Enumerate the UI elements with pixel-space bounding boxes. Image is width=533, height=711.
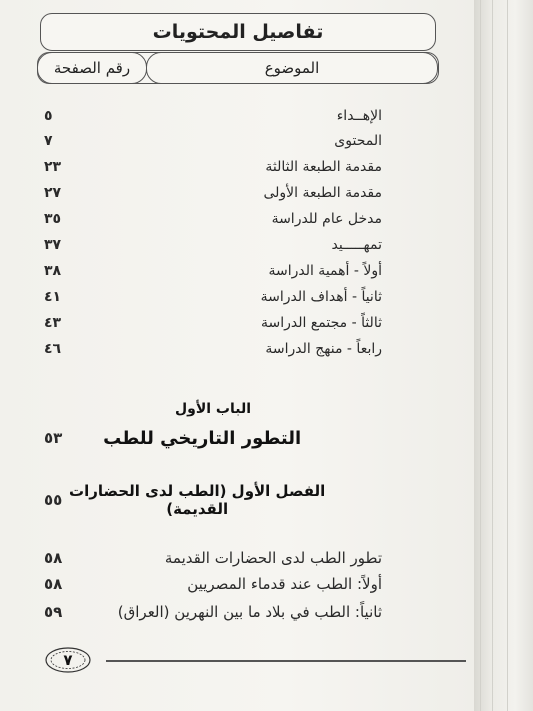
toc-entry-page: ٢٧ xyxy=(44,185,62,201)
toc-entry-title: مقدمة الطبعة الأولى xyxy=(263,185,382,201)
part-page: ٥٣ xyxy=(44,429,63,447)
toc-entry xyxy=(44,311,382,335)
toc-entry xyxy=(44,233,382,257)
footer-rule xyxy=(106,660,466,662)
toc-entry-page: ٤٦ xyxy=(44,341,62,357)
toc-entry-title: تمهـــــيد xyxy=(331,237,382,253)
page-number: ٧ xyxy=(63,651,73,669)
toc-entry xyxy=(44,129,382,153)
toc-entry xyxy=(44,572,382,596)
toc-entry-page: ٥ xyxy=(44,108,53,124)
toc-entry-page: ٥٩ xyxy=(44,603,63,621)
toc-entry-title: مقدمة الطبعة الثالثة xyxy=(265,159,382,175)
toc-entry-title: رابعاً - منهج الدراسة xyxy=(265,341,382,357)
part-label: الباب الأول xyxy=(174,401,252,417)
toc-entry-page: ٣٥ xyxy=(44,211,62,227)
toc-entry xyxy=(44,337,382,361)
page-number-ornament xyxy=(44,645,92,675)
toc-entry-page: ٥٨ xyxy=(44,575,63,593)
chapter-title: الفصل الأول (الطب لدى الحضارات القديمة) xyxy=(69,482,326,518)
toc-entry xyxy=(44,181,382,205)
page-column-header xyxy=(37,52,147,84)
toc-entry-title: أولاً: الطب عند قدماء المصريين xyxy=(187,575,382,593)
toc-entry xyxy=(44,259,382,283)
chapter-page: ٥٥ xyxy=(44,491,63,509)
toc-entry-page: ٧ xyxy=(44,133,53,149)
part-title-row xyxy=(44,424,382,452)
page-edge-line xyxy=(480,0,481,711)
toc-entry-title: ثانياً: الطب في بلاد ما بين النهرين (العراق) xyxy=(117,603,382,621)
page-column-label: رقم الصفحة xyxy=(53,59,131,77)
toc-entry-title: ثالثاً - مجتمع الدراسة xyxy=(260,315,382,331)
toc-entry-page: ٤١ xyxy=(44,289,62,305)
column-header-bar xyxy=(37,52,439,84)
toc-entry xyxy=(44,104,382,128)
toc-entry-title: ثانياً - أهداف الدراسة xyxy=(260,289,382,305)
part-title: التطور التاريخي للطب xyxy=(103,427,302,449)
toc-entry-title: المحتوى xyxy=(334,133,382,149)
toc-entry-title: الإهــداء xyxy=(336,108,382,124)
topic-column-header xyxy=(146,52,438,84)
page-stack-edge xyxy=(474,0,533,711)
chapter-row xyxy=(44,482,382,518)
contents-title-box xyxy=(40,13,436,51)
toc-entry-title: تطور الطب لدى الحضارات القديمة xyxy=(164,549,382,567)
toc-entry xyxy=(44,155,382,179)
toc-entry xyxy=(44,285,382,309)
toc-entry-page: ٤٣ xyxy=(44,315,62,331)
toc-entry-page: ٣٧ xyxy=(44,237,62,253)
topic-column-label: الموضوع xyxy=(264,59,320,77)
page-edge-line xyxy=(507,0,508,711)
toc-entry-title: مدخل عام للدراسة xyxy=(271,211,382,227)
toc-entry xyxy=(44,600,382,624)
toc-entry-page: ٣٨ xyxy=(44,263,62,279)
toc-entry-page: ٢٣ xyxy=(44,159,62,175)
page-edge-line xyxy=(492,0,493,711)
toc-entry xyxy=(44,207,382,231)
toc-entry xyxy=(44,546,382,570)
toc-entry-page: ٥٨ xyxy=(44,549,63,567)
toc-entry-title: أولاً - أهمية الدراسة xyxy=(268,263,382,279)
page-title: تفاصيل المحتويات xyxy=(152,21,324,43)
